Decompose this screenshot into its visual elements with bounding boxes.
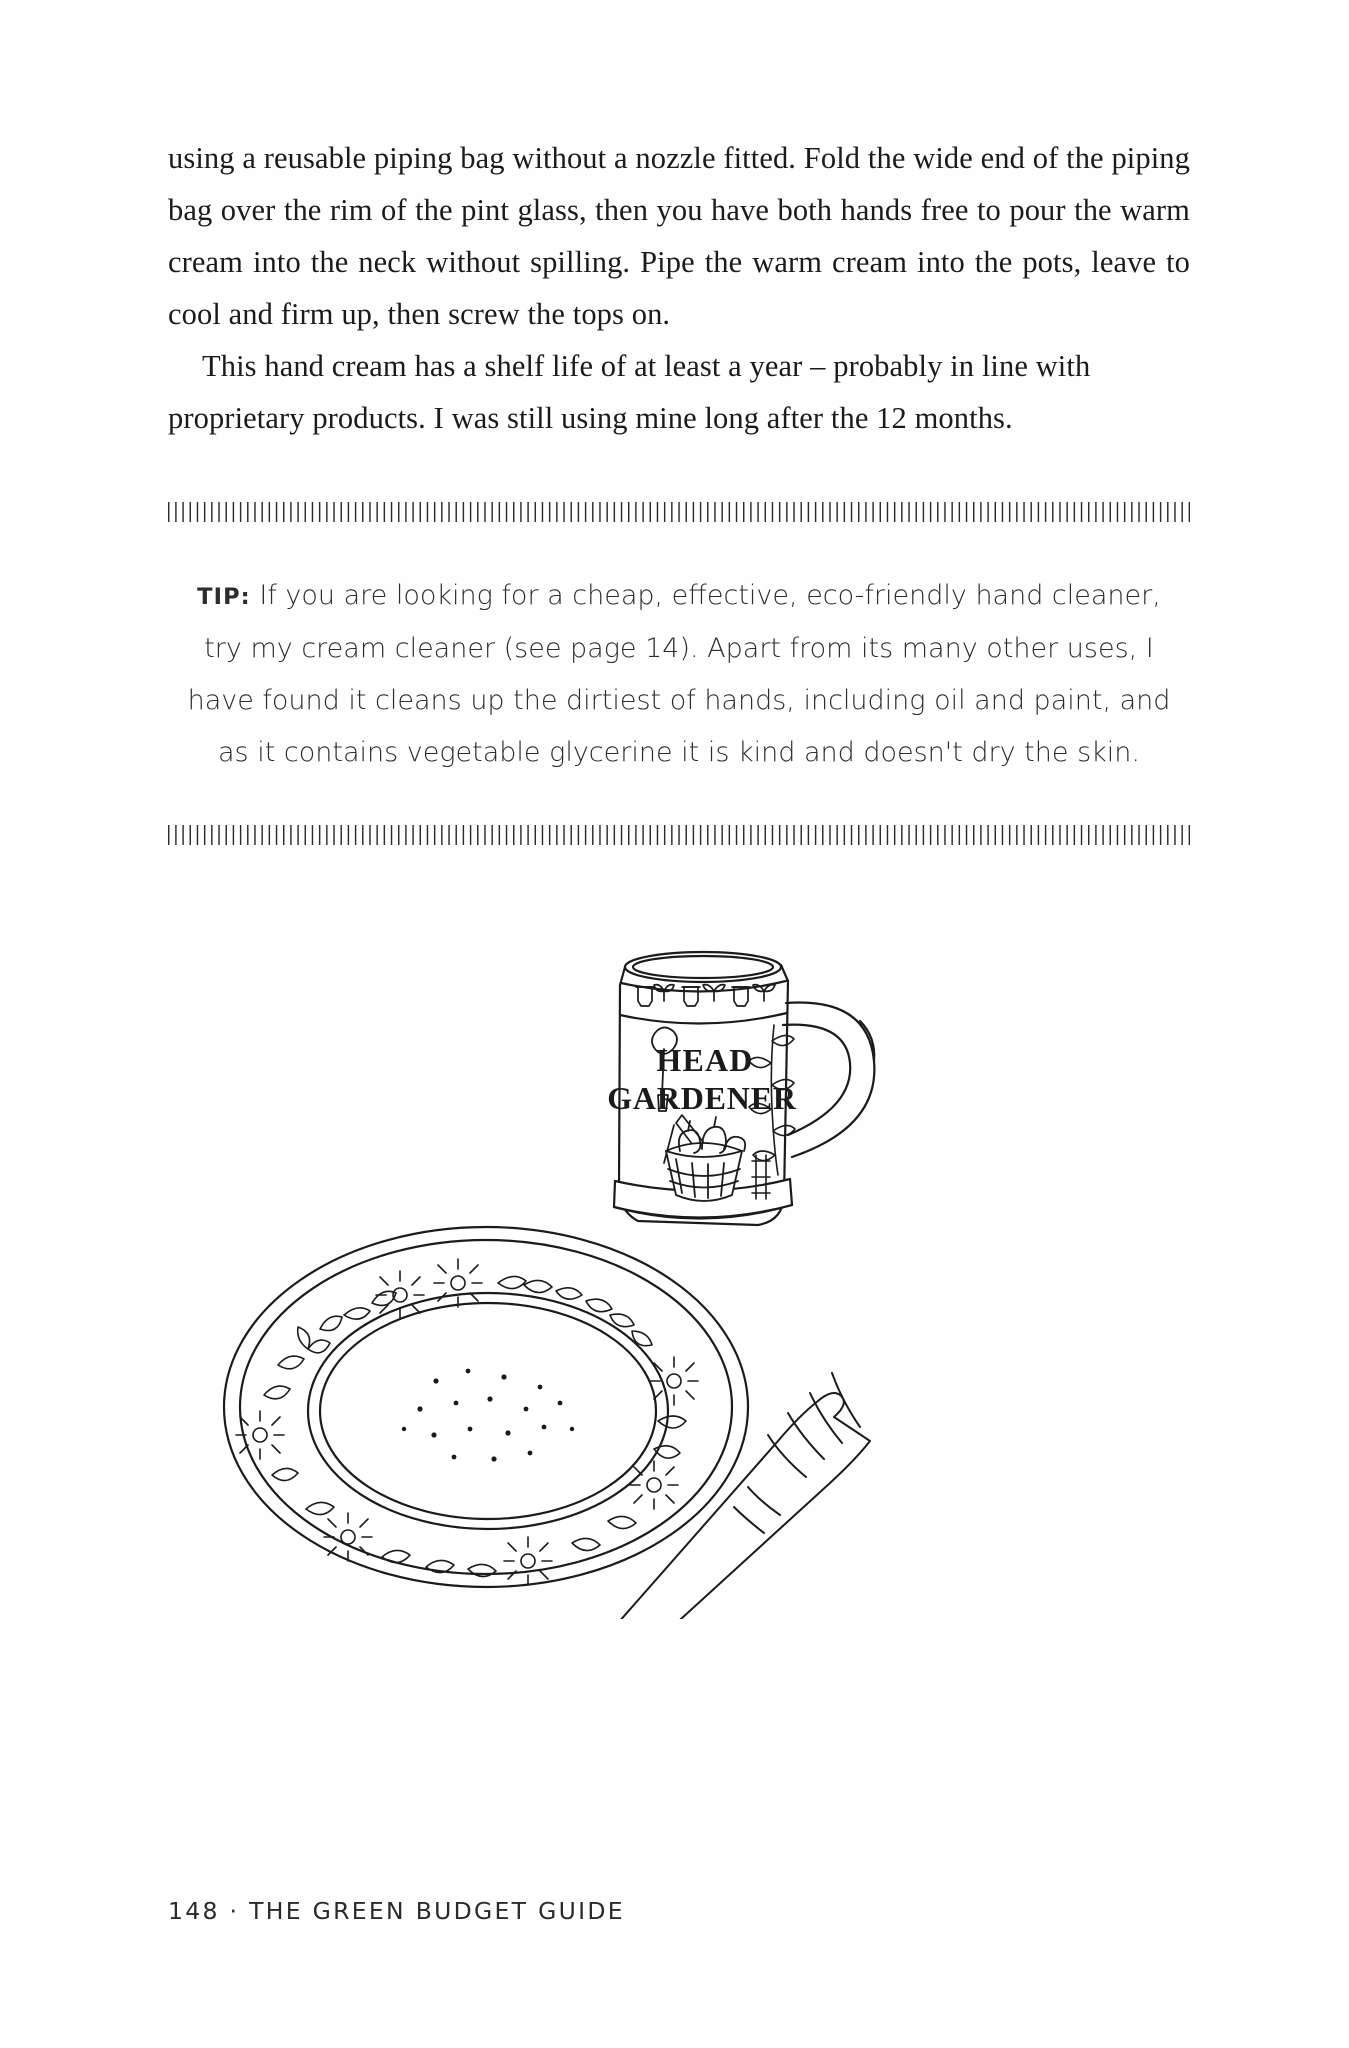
tip-text: If you are looking for a cheap, effective, eco-friendly hand cleaner, try my cream cleaner (see page 14). Apart from its many other uses, I have found it cleans up the dirtiest of hands, including oil and paint, and as it contains vegetable glycerine it is kind and doesn't dry the skin. xyxy=(187,580,1171,768)
hatched-divider-bottom xyxy=(168,825,1190,845)
hatched-divider-top xyxy=(168,502,1190,522)
mug-text-gardener: GARDENER xyxy=(607,1080,797,1116)
paragraph-continuation: using a reusable piping bag without a nozzle fitted. Fold the wide end of the piping bag over the rim of the pint glass, then you have both hands free to pour the warm cream into the neck without spilling. Pipe the warm cream into the pots, leave to cool and firm up, then screw the tops on. xyxy=(168,141,1190,331)
mug-text-head: HEAD xyxy=(656,1042,754,1078)
illustration-svg xyxy=(168,929,1190,1619)
page-footer: 148 · THE GREEN BUDGET GUIDE xyxy=(168,1897,625,1925)
page-content xyxy=(168,132,1190,1619)
illustration-mug-and-plate xyxy=(168,929,1190,1619)
body-text-block xyxy=(168,132,1190,444)
tip-callout xyxy=(168,570,1190,779)
paragraph-shelf-life: This hand cream has a shelf life of at least a year – probably in line with proprietary products. I was still using mine long after the 12 months. xyxy=(168,349,1091,435)
tip-label: TIP: xyxy=(197,584,251,610)
